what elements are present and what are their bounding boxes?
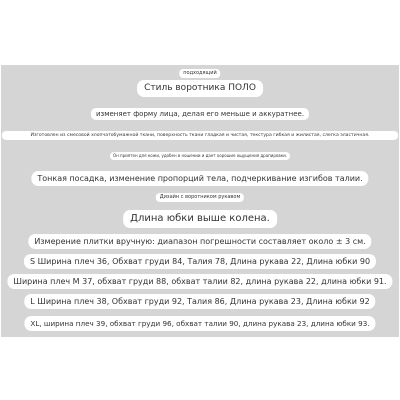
size-m-row: Ширина плеч М 37, обхват груди 88, обхват талии 82, длина рукава 22, длина юбки 91. bbox=[7, 274, 392, 289]
line-comfort: Он приятен для кожи, удобен в ношении и дает хорошие ощущения драпировки. bbox=[110, 152, 290, 160]
line-collar-design: Дизайн с воротником рукавом bbox=[156, 193, 244, 202]
size-s-row: S Ширина плеч 36, Обхват груди 84, Талия 78, Длина рукава 22, Длина юбки 90 bbox=[24, 254, 376, 269]
line-polo-collar: Стиль воротника ПОЛО bbox=[137, 80, 263, 97]
line-measurement: Измерение плитки вручную: диапазон погрешности составляет около ± 3 см. bbox=[28, 234, 371, 249]
line-slim-fit: Тонкая посадка, изменение пропорций тела, подчеркивание изгибов талии. bbox=[31, 171, 368, 186]
size-l-row: L Ширина плеч 38, Обхват груди 92, Талия 86, Длина рукава 23, Длина юбки 92 bbox=[24, 294, 375, 309]
size-xl-row: XL, ширина плеч 39, обхват груди 96, обхват талии 90, длина рукава 23, длина юбки 93. bbox=[24, 316, 375, 331]
line-face-shape: изменяет форму лица, делая его меньше и аккуратнее. bbox=[91, 108, 309, 120]
line-suitable: подходящий bbox=[179, 69, 220, 78]
line-skirt-length: Длина юбки выше колена. bbox=[123, 210, 277, 228]
line-fabric: Изготовлен из смесовой хлопчатобумажной ткани, поверхность ткани гладкая и чистая, текстура гибкая и жилистая, слегка эластичная. bbox=[2, 131, 398, 140]
description-panel bbox=[1, 65, 399, 337]
